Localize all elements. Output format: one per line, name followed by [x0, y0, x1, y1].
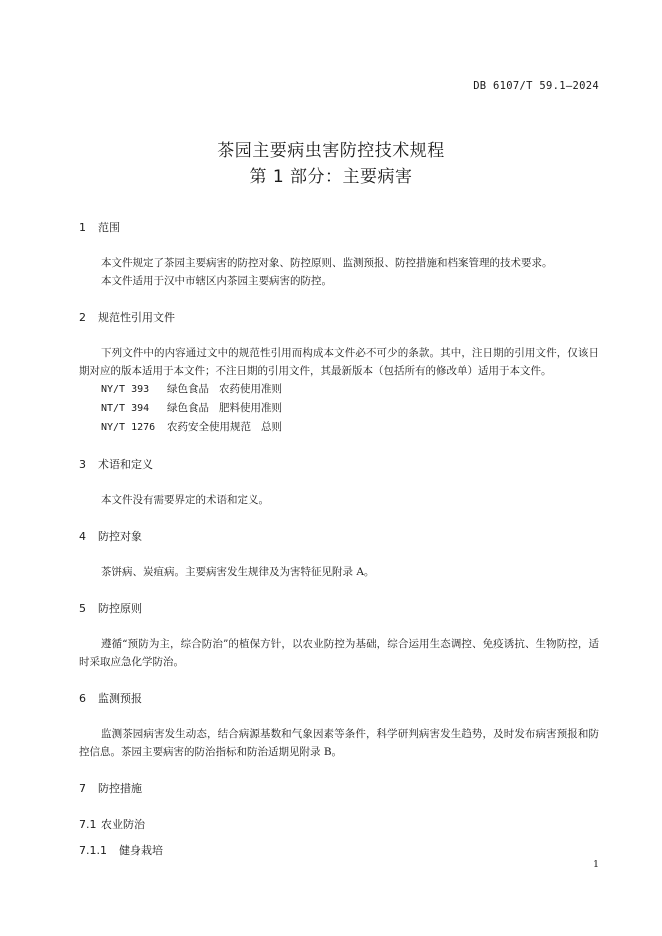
reference-item	[79, 418, 599, 437]
section-title: 规范性引用文件	[98, 311, 175, 324]
paragraph: 本文件没有需要界定的术语和定义。	[101, 494, 269, 506]
section-title: 监测预报	[98, 692, 142, 705]
reference-code: NY/T 1276	[101, 422, 156, 433]
section-number: 1	[79, 221, 86, 234]
section-number: 7.1	[79, 818, 97, 831]
reference-item	[79, 380, 599, 399]
section-heading-terms	[79, 457, 599, 473]
paragraph: 本文件适用于汉中市辖区内茶园主要病害的防控。	[101, 275, 332, 287]
reference-title: 绿色食品	[167, 383, 209, 395]
reference-code: NT/T 394	[101, 403, 150, 414]
section-title: 防控对象	[98, 530, 142, 543]
section-number: 4	[79, 530, 86, 543]
section-number: 7	[79, 782, 86, 795]
section-number: 6	[79, 692, 86, 705]
section-number: 2	[79, 311, 86, 324]
section-title: 防控措施	[98, 782, 142, 795]
section-heading-control-measures	[79, 781, 599, 797]
subsection-heading-agricultural	[79, 817, 599, 833]
reference-item	[79, 399, 599, 418]
reference-code: NY/T 393	[101, 384, 150, 395]
section-heading-monitoring	[79, 691, 599, 707]
paragraph: 遵循“预防为主，综合防治”的植保方针，以农业防控为基础，综合运用生态调控、免疫诱抗、生物防控，适时采取应急化学防治。	[79, 638, 599, 668]
section-title: 防控原则	[98, 602, 142, 615]
section-heading-normative-references	[79, 310, 599, 326]
reference-subtitle: 农药使用准则	[219, 383, 282, 395]
reference-subtitle: 总则	[261, 421, 282, 433]
reference-subtitle: 肥料使用准则	[219, 402, 282, 414]
document-code: DB 6107/T 59.1—2024	[473, 80, 599, 92]
section-number: 7.1.1	[79, 844, 107, 857]
section-number: 3	[79, 458, 86, 471]
document-title	[0, 138, 662, 190]
section-heading-scope	[79, 220, 599, 236]
section-title: 农业防治	[101, 818, 145, 831]
subsubsection-heading-healthy-cultivation	[79, 843, 599, 859]
paragraph: 下列文件中的内容通过文中的规范性引用而构成本文件必不可少的条款。其中，注日期的引用文件，仅该日期对应的版本适用于本文件；不注日期的引用文件，其最新版本（包括所有的修改单）适用于本文件。	[79, 347, 599, 377]
title-part: 第 1 部分：主要病害	[249, 167, 413, 187]
section-title: 术语和定义	[98, 458, 153, 471]
document-body	[79, 220, 599, 859]
page-number: 1	[592, 859, 599, 870]
section-title: 范围	[98, 221, 120, 234]
paragraph: 监测茶园病害发生动态，结合病源基数和气象因素等条件，科学研判病害发生趋势，及时发布病害预报和防控信息。茶园主要病害的防治指标和防治适期见附录 B。	[79, 728, 599, 758]
section-heading-principles	[79, 601, 599, 617]
paragraph: 茶饼病、炭疽病。主要病害发生规律及为害特征见附录 A。	[101, 566, 375, 578]
section-title: 健身栽培	[119, 844, 163, 857]
section-heading-control-objects	[79, 529, 599, 545]
title-main: 茶园主要病虫害防控技术规程	[217, 141, 445, 161]
section-number: 5	[79, 602, 86, 615]
paragraph: 本文件规定了茶园主要病害的防控对象、防控原则、监测预报、防控措施和档案管理的技术要求。	[101, 257, 553, 269]
reference-title: 农药安全使用规范	[167, 421, 251, 433]
reference-title: 绿色食品	[167, 402, 209, 414]
